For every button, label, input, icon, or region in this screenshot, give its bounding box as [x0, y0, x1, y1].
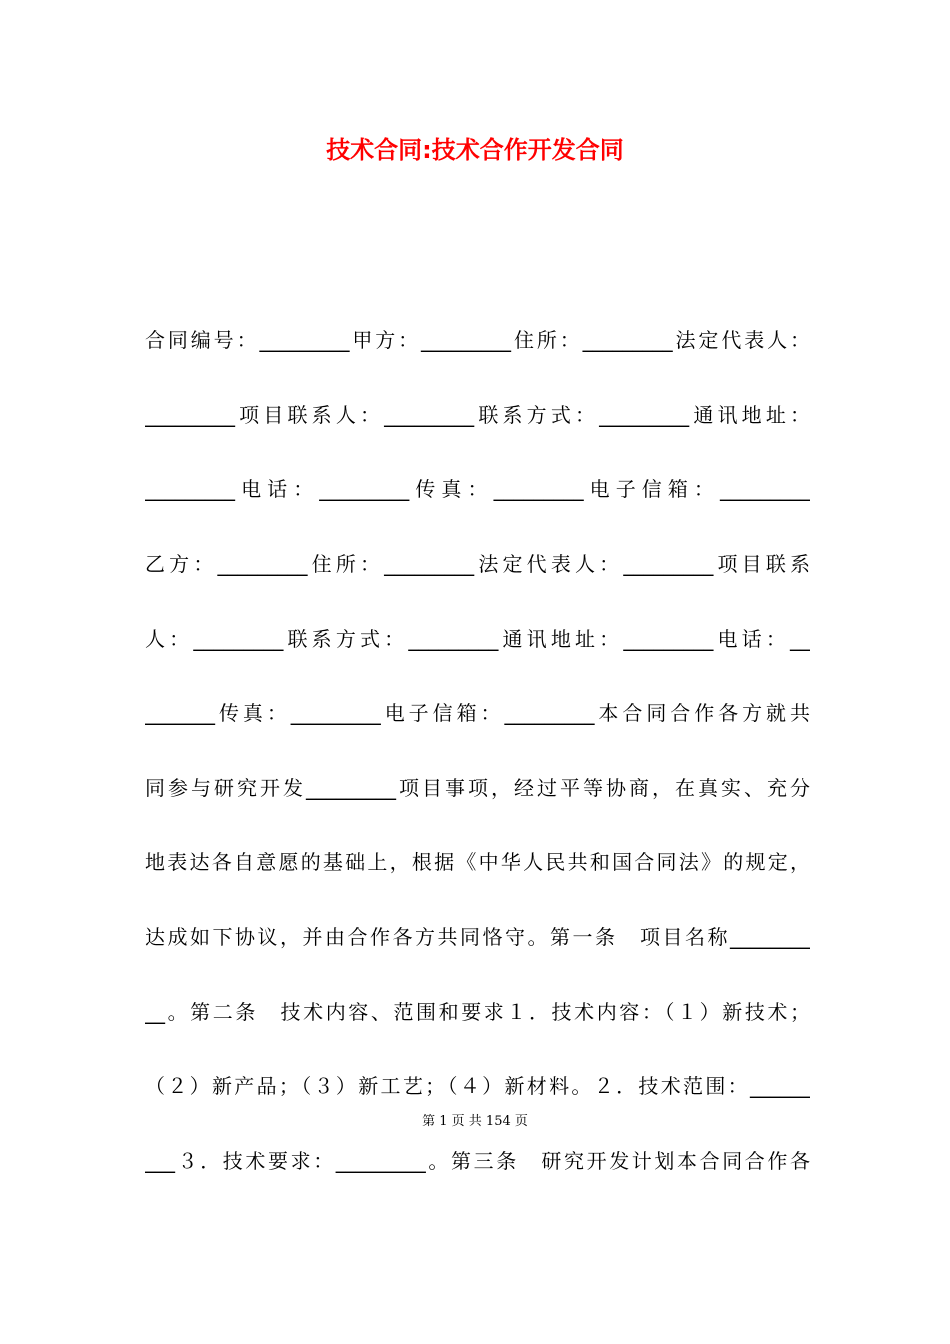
body-line: 乙方：_________住所：_________法定代表人：_________项目联系: [145, 552, 810, 576]
body-line: __。第二条 技术内容、范围和要求１．技术内容：（１）新技术；: [145, 1000, 810, 1024]
body-line: ___３．技术要求：_________。第三条 研究开发计划本合同合作各: [145, 1149, 810, 1173]
body-line: 达成如下协议，并由合作各方共同恪守。第一条 项目名称________: [145, 925, 810, 949]
body-line: _________项目联系人：_________联系方式：_________通讯地址：: [145, 403, 810, 427]
body-line: 同参与研究开发_________项目事项，经过平等协商，在真实、充分: [145, 776, 810, 800]
page-number: 第 1 页 共 154 页: [422, 1114, 528, 1129]
body-line: _________电话：_________传真：_________电子信箱：_________: [145, 477, 810, 501]
body-line: 人：_________联系方式：_________通讯地址：_________电话：__: [145, 627, 810, 651]
document-title: 技术合同:技术合作开发合同: [326, 136, 624, 164]
body-line: _______传真：_________电子信箱：_________本合同合作各方就共: [145, 701, 810, 725]
body-line: 地表达各自意愿的基础上，根据《中华人民共和国合同法》的规定，: [145, 850, 810, 874]
body-line: （２）新产品；（３）新工艺；（４）新材料。２．技术范围：______: [145, 1074, 810, 1098]
body-line: 合同编号：_________甲方：_________住所：_________法定代表人：: [145, 328, 810, 352]
